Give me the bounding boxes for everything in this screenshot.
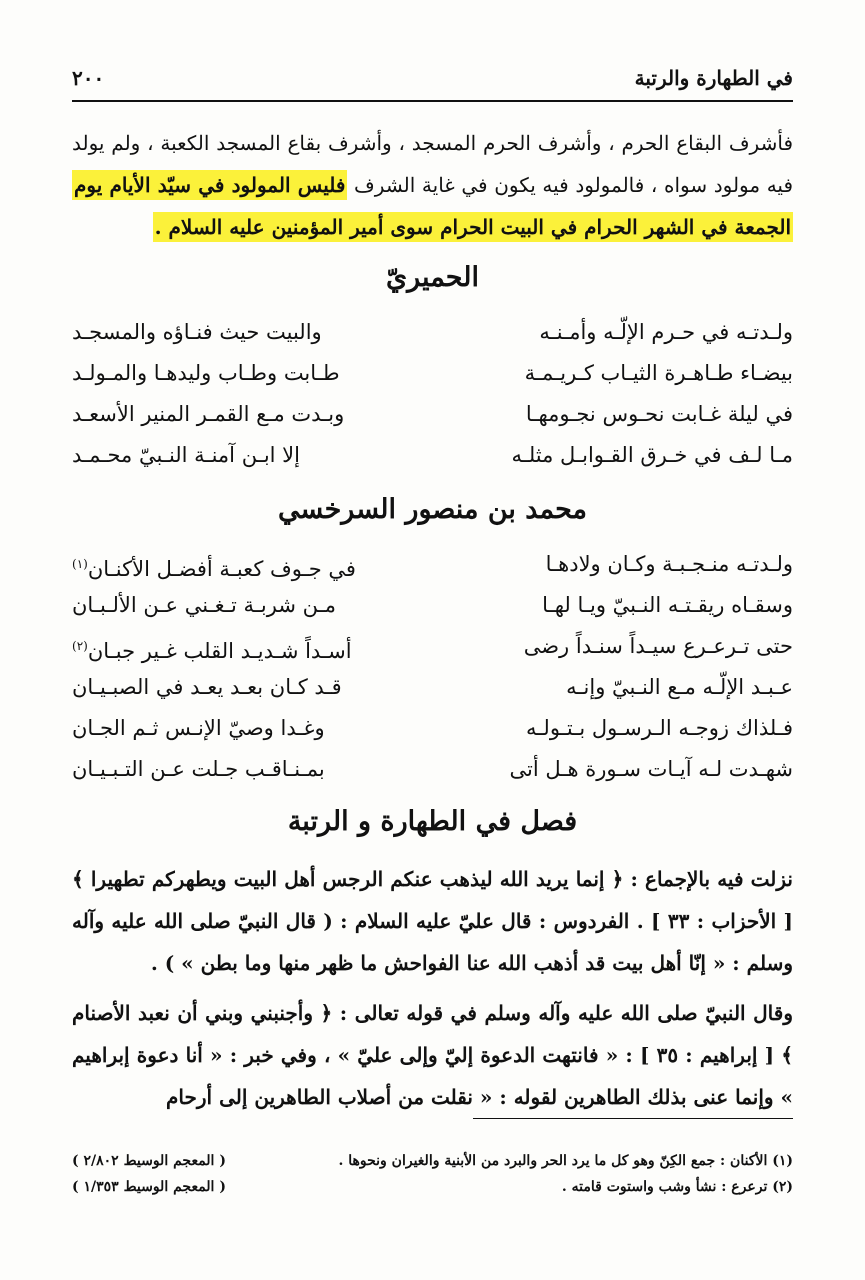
verse-first-hemistich: ولـدتـه منـجـبـة وكـان ولادهـا (545, 552, 793, 576)
verse-first-hemistich: وسقـاه ريقـتـه النـبيّ ويـا لهـا (542, 593, 793, 617)
verse-first-hemistich: مـا لـف في خـرق القـوابـل مثلـه (511, 443, 793, 467)
verse-row (72, 435, 793, 476)
verse-second-hemistich (72, 544, 402, 585)
verse-second-hemistich: وبـدت مـع القمـر المنير الأسعـد (72, 402, 345, 426)
footnote-2 (72, 1174, 793, 1200)
intro-paragraph (72, 122, 793, 248)
verse-first-hemistich: شهـدت لـه آيـات سـورة هـل أتى (509, 757, 793, 781)
footnote-text: (٢) ترعرع : نشأ وشب واستوت قامته . (561, 1179, 793, 1195)
hemistich-text: أسـداً شـديـد القلب غـير جبـان (87, 639, 352, 663)
verse-first-hemistich: حتى تـرعـرع سيـداً سنـداً رضى (523, 634, 793, 658)
verse-row (72, 353, 793, 394)
verse-first-hemistich: بيضـاء طـاهـرة الثيـاب كـريـمـة (524, 361, 793, 385)
footnote-ref-2: (٢) (72, 639, 88, 653)
poem1-title: الحميريّ (386, 262, 479, 293)
section-title: فصل في الطهارة و الرتبة (287, 806, 578, 837)
running-header (72, 58, 793, 98)
verse-row (72, 749, 793, 790)
verse-row (72, 544, 793, 585)
highlighted-text: فليس المولود في سيّد الأيام يوم الجمعة في الشهر الحرام في البيت الحرام سوى أمير المؤمنين عليه السلام . (72, 170, 793, 242)
section-paragraph-1: نزلت فيه بالإجماع : ﴿ إنما يريد الله ليذهب عنكم الرجس أهل البيت ويطهركم تطهيرا ﴾ [ الأحزاب : ٣٣ ] . الفردوس : قال عليّ عليه السلام : ( قال النبيّ صلى الله عليه وآله وسلم : « إنّا أهل بيت قد أذهب الله عنا الفواحش ما ظهر منها وما بطن » ) . (72, 867, 794, 975)
verse-row (72, 585, 793, 626)
verse-row (72, 312, 793, 353)
footnote-ref-1: (١) (72, 557, 88, 571)
intro-text: فأشرف البقاع الحرم ، وأشرف الحرم المسجد ، وأشرف بقاع المسجد الكعبة ، ولم يولد فيه مولود سواه ، فالمولود فيه يكون في غاية الشرف (72, 131, 794, 197)
verse-first-hemistich: في ليلة غـابت نحـوس نجـومهـا (525, 402, 793, 426)
section-body (72, 858, 793, 1118)
verse-second-hemistich: بمـنـاقـب جـلت عـن التـبـيـان (72, 757, 325, 781)
section-paragraph-2: وقال النبيّ صلى الله عليه وآله وسلم في قوله تعالى : ﴿ وأجنبني وبني أن نعبد الأصنام ﴾ [ إبراهيم : ٣٥ ] : « فانتهت الدعوة إليّ وإلى عليّ » ، وفي خبر : « أنا دعوة إبراهيم » وإنما عنى بذلك الطاهرين لقوله : « نقلت من أصلاب الطاهرين إلى أرحام (72, 1001, 793, 1109)
poem1-verses (72, 312, 793, 476)
verse-second-hemistich: قـد كـان بعـد يعـد في الصبـيـان (72, 675, 342, 699)
poem2-verses (72, 544, 793, 790)
header-divider (72, 100, 793, 102)
verse-second-hemistich: طـابت وطـاب وليدهـا والمـولـد (72, 361, 340, 385)
verse-second-hemistich: مـن شربـة تـغـني عـن الألـبـان (72, 593, 336, 617)
verse-row (72, 667, 793, 708)
footnote-text: (١) الأكنان : جمع الكِنّ وهو كل ما يرد الحر والبرد من الأبنية والغيران ونحوها . (338, 1153, 793, 1169)
poem2-title: محمد بن منصور السرخسي (278, 494, 587, 525)
verse-second-hemistich (72, 626, 402, 667)
verse-first-hemistich: ولـدتـه في حـرم الإلّـه وأمـنـه (539, 320, 793, 344)
running-title: في الطهارة والرتبة (634, 66, 793, 90)
footnote-source: ( المعجم الوسيط ١/٣٥٣ ) (72, 1179, 226, 1195)
footnote-source: ( المعجم الوسيط ٢/٨٠٢ ) (72, 1153, 226, 1169)
footnote-1 (72, 1148, 793, 1174)
footnotes (72, 1148, 793, 1200)
verse-row (72, 708, 793, 749)
verse-first-hemistich: عـبـد الإلّـه مـع النـبيّ وإنـه (566, 675, 793, 699)
verse-second-hemistich: إلا ابـن آمنـة النـبيّ محـمـد (72, 443, 300, 467)
verse-second-hemistich: وغـدا وصيّ الإنـس ثـم الجـان (72, 716, 325, 740)
verse-second-hemistich: والبيت حيث فنـاؤه والمسجـد (72, 320, 322, 344)
verse-first-hemistich: فـلذاك زوجـه الـرسـول بـتـولـه (526, 716, 793, 740)
verse-row (72, 394, 793, 435)
page-number: ٢٠٠ (72, 66, 105, 90)
verse-row (72, 626, 793, 667)
footnote-divider (473, 1118, 793, 1119)
hemistich-text: في جـوف كعبـة أفضـل الأكنـان (87, 557, 356, 581)
